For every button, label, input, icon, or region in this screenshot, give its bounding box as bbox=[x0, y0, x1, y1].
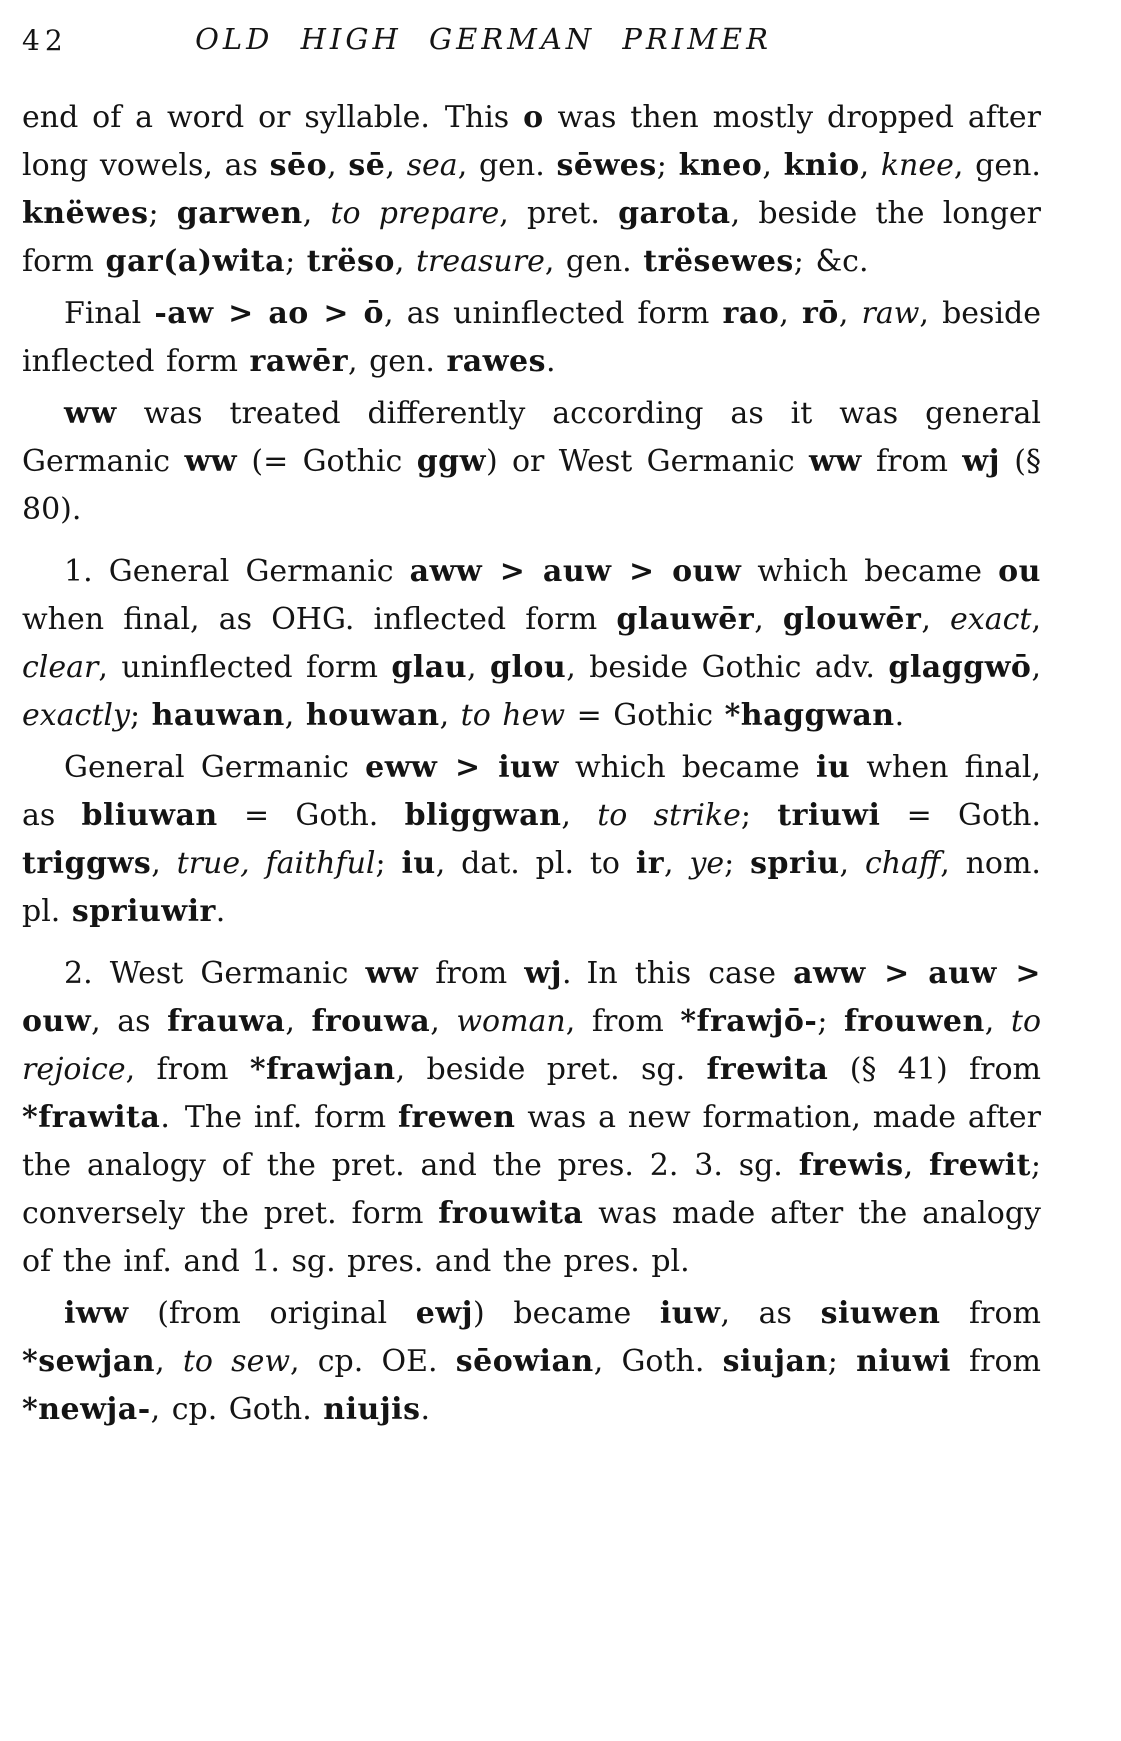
paragraph: ww was treated differently according as it was general Germanic ww (= Gothic ggw) or West Germanic ww from wj (§ 80). bbox=[22, 396, 1042, 527]
paragraph: General Germanic eww > iuw which became iu when final, as bliuwan = Goth. bliggwan, to strike; triuwi = Goth. triggws, true, faithful; iu, dat. pl. to ir, ye; spriu, chaff, nom. pl. spriuwir. bbox=[22, 750, 1041, 929]
paragraph: Final -aw > ao > ō, as uninflected form rao, rō, raw, beside inflected form rawēr, gen. rawes. bbox=[22, 296, 1041, 379]
running-head bbox=[22, 22, 1041, 62]
page-number: 42 bbox=[22, 24, 68, 57]
paragraph: iww (from original ewj) became iuw, as siuwen from *sewjan, to sew, cp. OE. sēowian, Goth. siujan; niuwi from *newja-, cp. Goth. niujis. bbox=[22, 1296, 1041, 1427]
paragraph: 2. West Germanic ww from wj. In this case aww > auw > ouw, as frauwa, frouwa, woman, from *frawjō-; frouwen, to rejoice, from *frawjan, beside pret. sg. frewita (§ 41) from *frawita. The inf. form frewen was a new formation, made after the analogy of the pret. and the pres. 2. 3. sg. frewis, frewit; conversely the pret. form frouwita was made after the analogy of the inf. and 1. sg. pres. and the pres. pl. bbox=[22, 956, 1042, 1279]
page-body bbox=[22, 94, 1041, 1434]
paragraph: 1. General Germanic aww > auw > ouw which became ou when final, as OHG. inflected form glauwēr, glouwēr, exact, clear, uninflected form glau, glou, beside Gothic adv. glaggwō, exactly; hauwan, houwan, to hew = Gothic *haggwan. bbox=[22, 554, 1041, 733]
paragraph: end of a word or syllable. This o was then mostly dropped after long vowels, as sēo, sē, sea, gen. sēwes; kneo, knio, knee, gen. knëwes; garwen, to prepare, pret. garota, beside the longer form gar(a)wita; trëso, treasure, gen. trësewes; &c. bbox=[22, 100, 1041, 279]
running-title: OLD HIGH GERMAN PRIMER bbox=[195, 22, 772, 56]
